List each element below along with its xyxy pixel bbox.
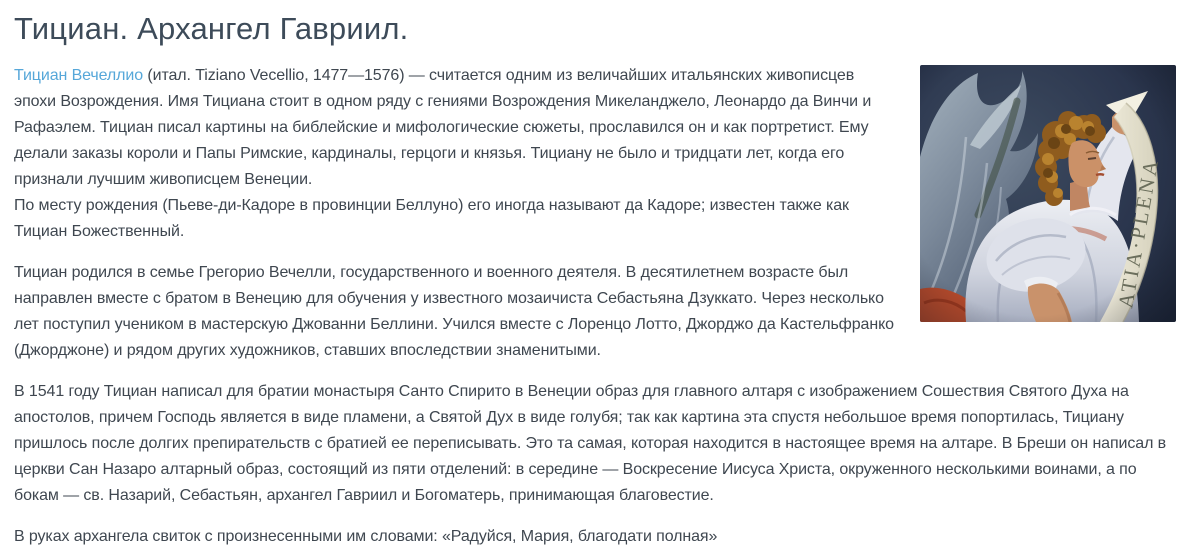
painting-image [920,65,1176,322]
article-body [14,63,1176,550]
paragraph-scroll-words: В руках архангела свиток с произнесенными им словами: «Радуйся, Мария, благодати полная» [14,528,718,545]
paragraph-intro-text: (итал. Tiziano Vecellio, 1477—1576) — считается одним из величайших итальянских живописцев эпохи Возрождения. Имя Тициана стоит в одном ряду с гениями Возрождения Микеланджело, Леонардо да Винчи и Рафаэлем. Тициан писал картины на библейские и мифологические сюжеты, прославился он и как портретист. Ему делали заказы короли и Папы Римские, кардиналы, герцоги и князья. Тициану не было и тридцати лет, когда его признали лучшим живописцем Венеции. [14,67,872,188]
paragraph-1541: В 1541 году Тициан написал для братии монастыря Санто Спирито в Венеции образ для главного алтаря с изображением Сошествия Святого Духа на апостолов, причем Господь является в виде пламени, а Святой Дух в виде голубя; так как картина эта спустя небольшое время попортилась, Тициану пришлось после долгих препирательств с братией ее переписывать. Это та самая, которая находится в настоящее время на алтаре. В Бреши он написал в церкви Сан Назаро алтарный образ, состоящий из пяти отделений: в середине — Воскресение Иисуса Христа, окруженного несколькими воинами, а по бокам — св. Назарий, Себастьян, архангел Гавриил и Богоматерь, принимающая благовестие. [14,383,1167,504]
paragraph-family: Тициан родился в семье Грегорио Вечелли, государственного и военного деятеля. В десятилетнем возрасте был направлен вместе с братом в Венецию для обучения у известного мозаичиста Себастьяна Дзуккато. Через несколько лет поступил учеником в мастерскую Джованни Беллини. Учился вместе с Лоренцо Лотто, Джорджо да Кастельфранко (Джорджоне) и рядом других художников, ставших впоследствии знаменитыми. [14,264,894,359]
page-title: Тициан. Архангел Гавриил. [14,11,409,46]
archangel-gabriel-painting [920,65,1176,322]
titian-vecellio-link[interactable]: Тициан Вечеллио [14,67,144,84]
paragraph-birthplace-text: По месту рождения (Пьеве-ди-Кадоре в провинции Беллуно) его иногда называют да Кадоре; известен также как Тициан Божественный. [14,197,849,240]
painting-vignette [920,65,1176,322]
